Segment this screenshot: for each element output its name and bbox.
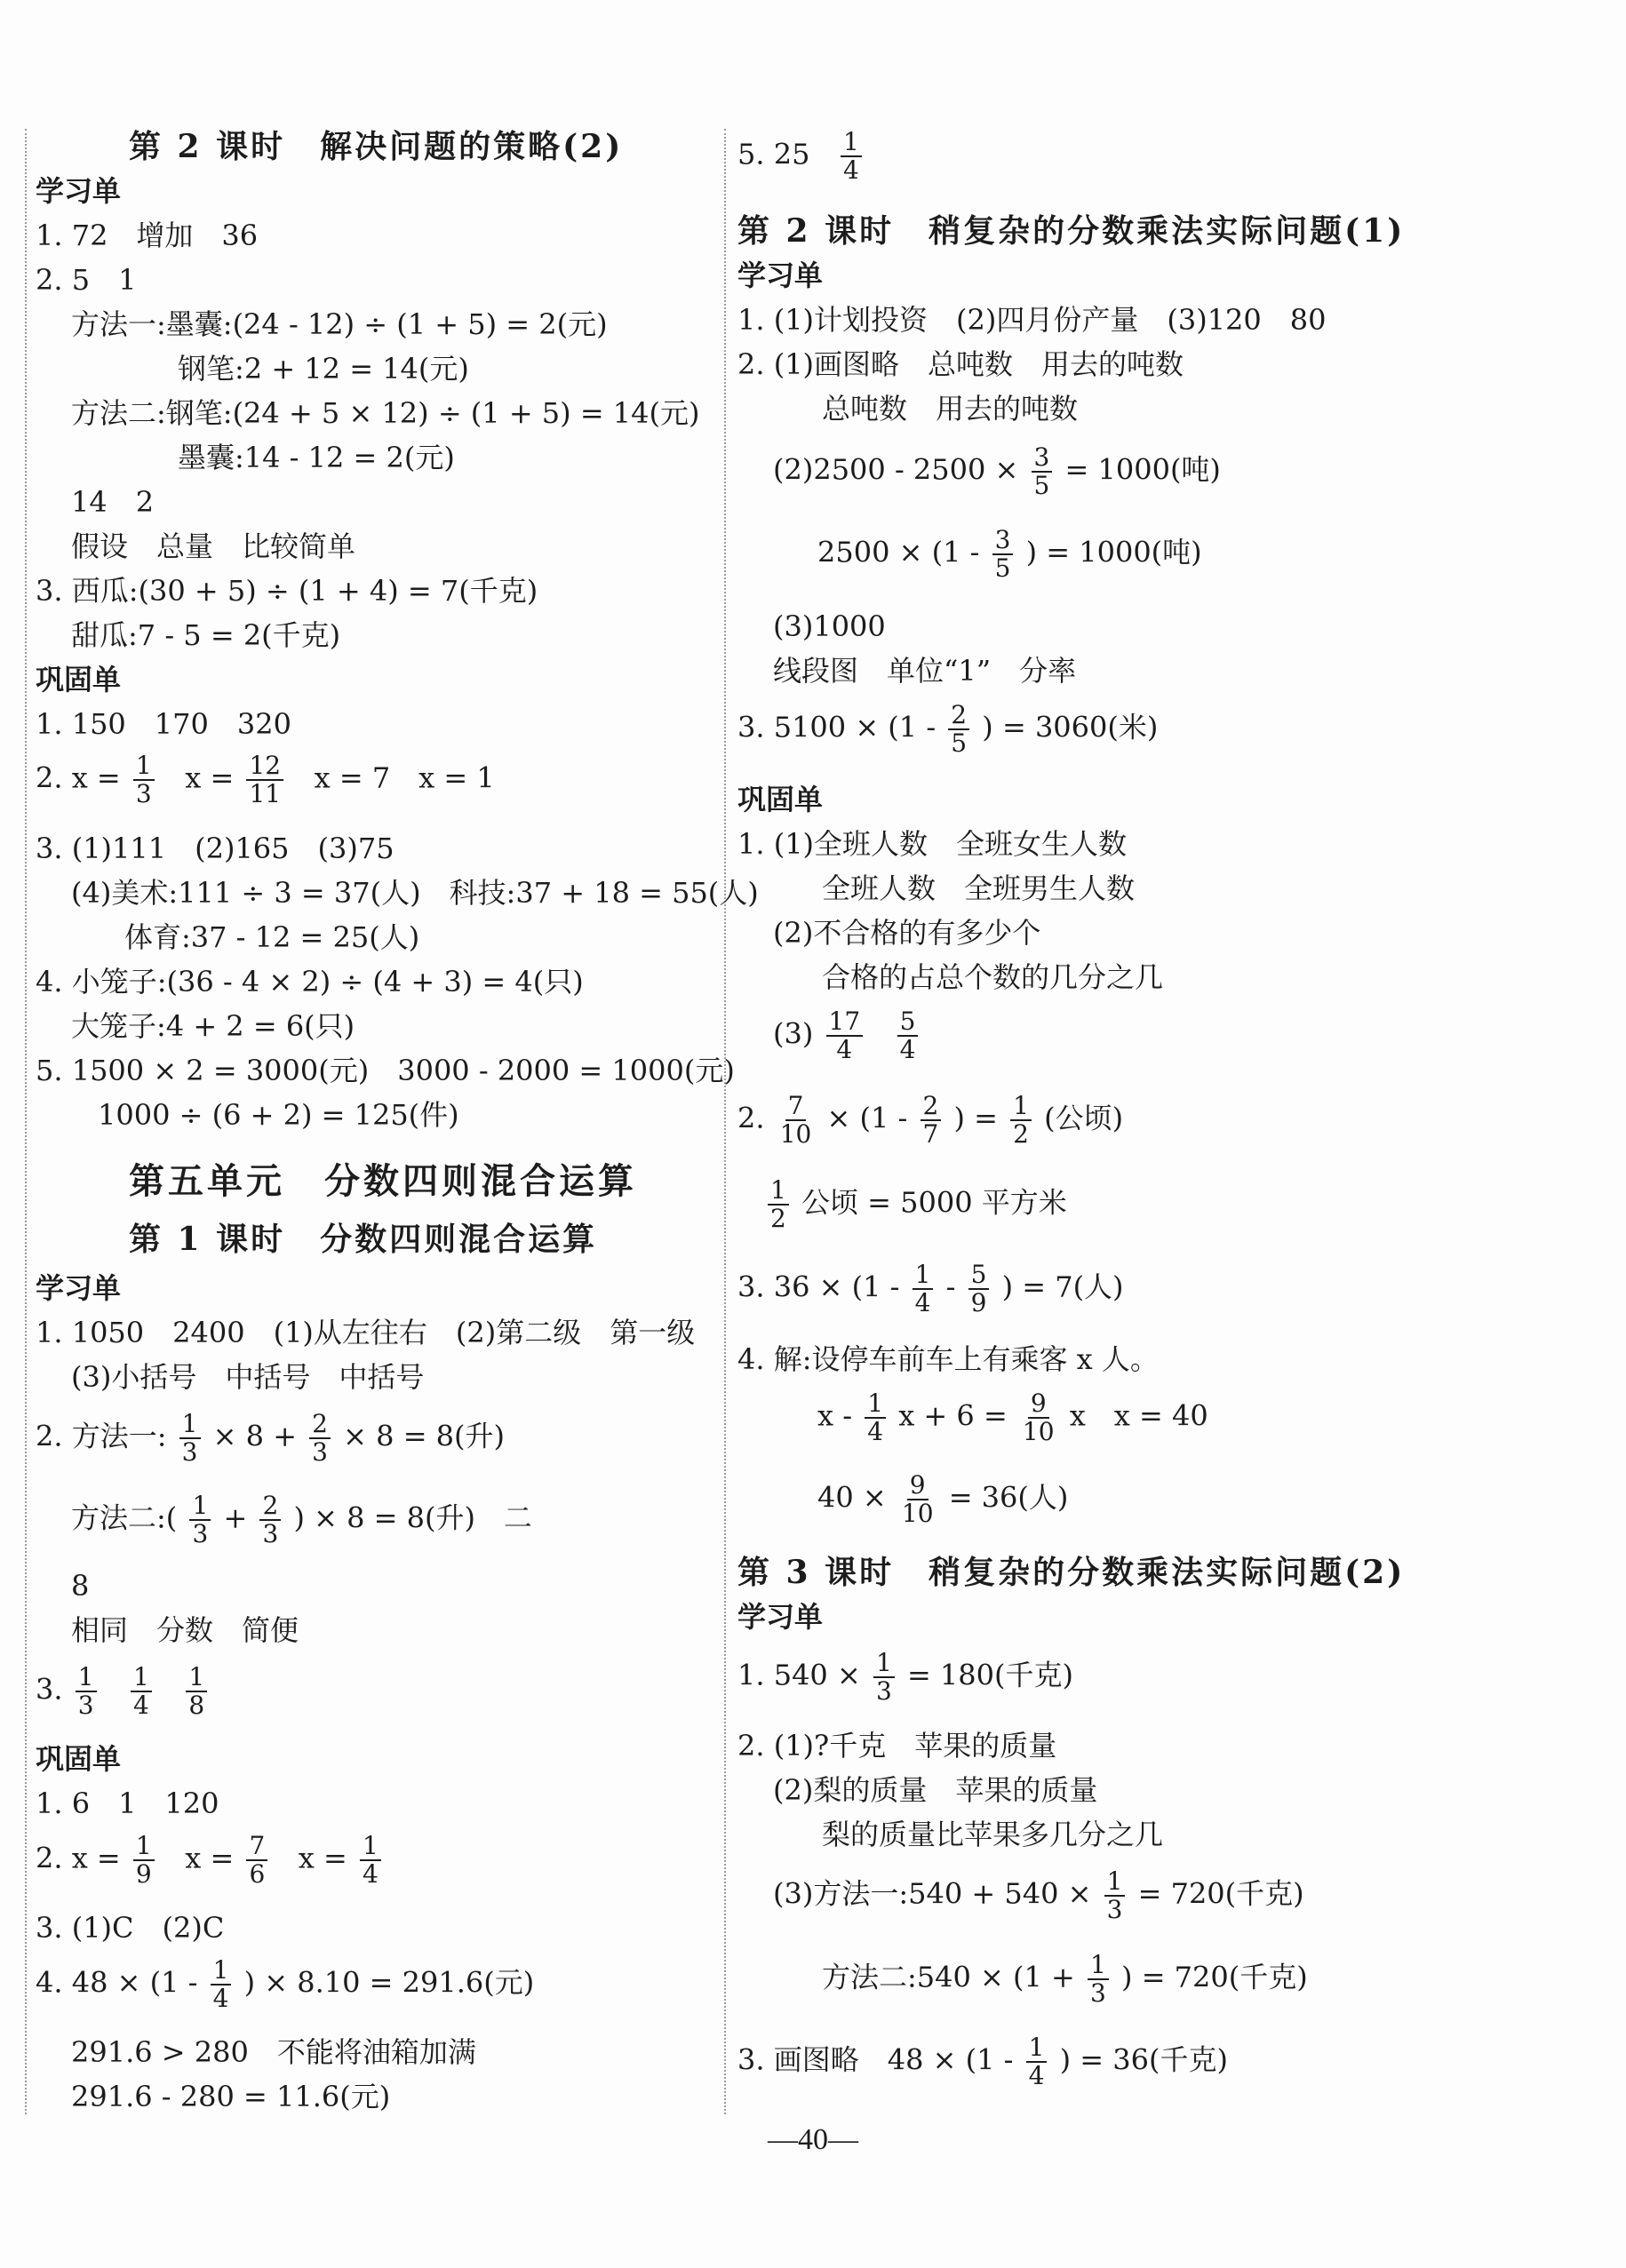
denominator: 4	[133, 1691, 149, 1720]
answer-line: 1. 6 1 120	[36, 1787, 219, 1820]
text: = 36(人)	[948, 1480, 1069, 1515]
text: ) = 1000(吨)	[1025, 535, 1202, 569]
text: ) × 8.10 = 291.6(元)	[243, 1965, 535, 2000]
answer-line	[817, 1472, 1068, 1527]
numerator: 3	[1032, 444, 1053, 473]
answer-line: 假设 总量 比较简单	[71, 529, 356, 563]
fraction	[189, 1492, 211, 1548]
answer-line: 3. (1)C (2)C	[36, 1911, 225, 1945]
denominator: 4	[842, 155, 859, 185]
answer-line: 钢笔:2 + 12 = 14(元)	[178, 352, 469, 386]
denominator: 4	[212, 1984, 229, 2013]
text: = 180(千克)	[906, 1658, 1073, 1692]
text: 3. 画图略 48 × (1 -	[737, 2042, 1014, 2077]
text: 3. 5100 × (1 -	[737, 710, 937, 744]
denominator: 2	[770, 1204, 786, 1233]
numerator: 1	[1088, 1952, 1109, 1980]
fraction	[131, 1664, 152, 1719]
denominator: 7	[922, 1119, 939, 1149]
fraction	[948, 702, 969, 757]
text: = 1000(吨)	[1064, 452, 1221, 487]
text: 3.	[36, 1672, 63, 1707]
answer-line	[737, 1650, 1073, 1705]
answer-line: 大笼子:4 + 2 = 6(只)	[71, 1009, 355, 1043]
text: -	[945, 1269, 956, 1304]
numerator: 9	[1028, 1390, 1049, 1419]
lesson-title: 第 1 课时 分数四则混合运算	[129, 1221, 598, 1258]
denominator: 4	[836, 1035, 853, 1064]
answer-line	[773, 444, 1221, 499]
answer-line: 合格的占总个数的几分之几	[822, 960, 1164, 994]
numerator: 1	[841, 129, 862, 157]
section-heading: 巩固单	[737, 783, 824, 816]
answer-line: (3)小括号 中括号 中括号	[71, 1360, 425, 1394]
text: × 8 = 8(升)	[343, 1419, 506, 1453]
answer-line: 体育:37 - 12 = 25(人)	[124, 920, 420, 954]
denominator: 5	[951, 728, 968, 758]
fraction	[841, 129, 862, 184]
fraction	[1104, 1868, 1126, 1923]
answer-line: 2. (1)?千克 苹果的质量	[737, 1729, 1057, 1763]
denominator: 3	[1090, 1978, 1106, 2008]
text: 2. 方法一:	[36, 1419, 167, 1453]
text: 2. x =	[36, 760, 121, 795]
denominator: 4	[914, 1288, 931, 1317]
answer-line	[36, 1411, 505, 1466]
answer-line: 1000 ÷ (6 + 2) = 125(件)	[98, 1098, 459, 1132]
fraction	[873, 1650, 895, 1705]
denominator: 4	[867, 1417, 884, 1446]
answer-line: 14 2	[71, 485, 155, 519]
text: x x = 40	[1069, 1398, 1208, 1433]
denominator: 6	[249, 1859, 266, 1889]
section-heading: 学习单	[36, 174, 122, 208]
numerator: 3	[992, 527, 1014, 555]
fraction	[921, 1093, 942, 1148]
fraction	[360, 1833, 381, 1888]
answer-line: 1. 1050 2400 (1)从左往右 (2)第二级 第一级	[36, 1316, 696, 1349]
numerator: 2	[309, 1411, 331, 1439]
denominator: 3	[875, 1676, 892, 1706]
answer-line: 291.6 > 280 不能将油箱加满	[71, 2035, 476, 2069]
denominator: 3	[181, 1437, 198, 1467]
text: 3. 36 × (1 -	[737, 1269, 900, 1304]
denominator: 11	[249, 779, 282, 808]
text: (2)2500 - 2500 ×	[773, 452, 1019, 487]
answer-line	[737, 2034, 1228, 2089]
denominator: 10	[901, 1499, 934, 1528]
page-number: —40—	[768, 2123, 858, 2156]
answer-line: 梨的质量比苹果多几分之几	[822, 1818, 1164, 1851]
numerator: 1	[1010, 1093, 1032, 1121]
fraction	[777, 1093, 815, 1148]
text: ) = 36(千克)	[1059, 2042, 1228, 2077]
denominator: 9	[970, 1288, 987, 1317]
numerator: 1	[186, 1664, 207, 1692]
section-heading: 学习单	[36, 1271, 122, 1305]
text: ) × 8 = 8(升) 二	[293, 1500, 532, 1535]
section-heading: 学习单	[737, 1600, 824, 1634]
answer-line: 相同 分数 简便	[71, 1613, 299, 1647]
text: 2.	[737, 1101, 765, 1135]
fraction	[1020, 1390, 1057, 1445]
numerator: 5	[968, 1261, 990, 1290]
fraction	[179, 1411, 201, 1466]
answer-line: 3. (1)111 (2)165 (3)75	[36, 832, 395, 865]
text: ) =	[953, 1101, 998, 1135]
fraction	[309, 1411, 331, 1466]
text: +	[223, 1500, 248, 1535]
fraction	[133, 752, 155, 808]
answer-line: 方法二:钢笔:(24 + 5 × 12) ÷ (1 + 5) = 14(元)	[71, 396, 700, 430]
text: (3)方法一:540 + 540 ×	[773, 1876, 1092, 1911]
answer-line: (4)美术:111 ÷ 3 = 37(人) 科技:37 + 18 = 55(人)	[71, 876, 759, 910]
answer-line: 线段图 单位“1” 分率	[773, 654, 1077, 688]
section-heading: 学习单	[737, 259, 824, 292]
lesson-title: 第 2 课时 解决问题的策略(2)	[129, 128, 624, 165]
text: = 720(千克)	[1137, 1876, 1304, 1911]
text: 5. 25	[737, 137, 810, 171]
answer-line	[737, 1093, 1123, 1148]
numerator: 9	[907, 1472, 929, 1500]
text: ) = 720(千克)	[1121, 1960, 1308, 1994]
numerator: 1	[873, 1650, 895, 1678]
answer-line	[773, 1868, 1304, 1923]
numerator: 1	[913, 1261, 934, 1290]
answer-line	[822, 1952, 1308, 2007]
answer-line: (2)梨的质量 苹果的质量	[773, 1773, 1098, 1807]
text: (3)	[773, 1016, 814, 1051]
text: ) = 7(人)	[1001, 1269, 1124, 1304]
answer-line	[36, 1833, 385, 1888]
fraction	[897, 1008, 919, 1063]
fraction	[246, 752, 283, 808]
text: 1. 540 ×	[737, 1658, 861, 1692]
text: 公顷 = 5000 平方米	[801, 1185, 1067, 1220]
numerator: 1	[131, 1664, 152, 1692]
left-divider	[25, 129, 27, 2114]
answer-line: 方法一:墨囊:(24 - 12) ÷ (1 + 5) = 2(元)	[71, 307, 608, 341]
answer-line: 全班人数 全班男生人数	[822, 871, 1136, 905]
denominator: 3	[312, 1437, 328, 1467]
text: 方法二:540 × (1 +	[822, 1960, 1075, 1994]
text: x =	[185, 760, 235, 795]
numerator: 1	[211, 1957, 232, 1985]
fraction	[246, 1833, 267, 1888]
denominator: 8	[188, 1691, 205, 1720]
numerator: 1	[1026, 2034, 1048, 2063]
lesson-title: 第 3 课时 稍复杂的分数乘法实际问题(2)	[737, 1554, 1406, 1591]
numerator: 7	[246, 1833, 267, 1861]
text: x =	[298, 1841, 347, 1875]
fraction	[992, 527, 1014, 582]
fraction	[1032, 444, 1053, 499]
lesson-title: 第 2 课时 稍复杂的分数乘法实际问题(1)	[737, 212, 1406, 250]
numerator: 5	[897, 1008, 919, 1037]
answer-line	[71, 1492, 532, 1548]
fraction	[76, 1664, 97, 1719]
text: 40 ×	[817, 1480, 887, 1515]
numerator: 1	[133, 752, 155, 781]
fraction	[826, 1008, 864, 1063]
text: 2500 × (1 -	[817, 535, 980, 569]
denominator: 5	[994, 553, 1011, 583]
center-divider	[724, 129, 726, 2114]
denominator: 3	[77, 1691, 94, 1720]
answer-line: 8	[71, 1569, 90, 1603]
answer-line	[737, 1261, 1124, 1317]
denominator: 3	[1106, 1895, 1123, 1924]
text: 4. 48 × (1 -	[36, 1965, 198, 2000]
numerator: 2	[948, 702, 969, 730]
denominator: 10	[779, 1119, 812, 1149]
fraction	[968, 1261, 990, 1317]
answer-line	[817, 527, 1202, 582]
fraction	[913, 1261, 934, 1317]
answer-line: 1. (1)全班人数 全班女生人数	[737, 827, 1128, 861]
text: × 8 +	[212, 1419, 297, 1453]
numerator: 2	[259, 1492, 281, 1521]
answer-line: 甜瓜:7 - 5 = 2(千克)	[71, 618, 341, 652]
text: 2. x =	[36, 1841, 121, 1875]
fraction	[1010, 1093, 1032, 1148]
text: x =	[185, 1841, 235, 1875]
fraction	[133, 1833, 155, 1888]
numerator: 1	[360, 1833, 381, 1861]
numerator: 1	[189, 1492, 211, 1521]
answer-line	[36, 752, 495, 808]
denominator: 10	[1022, 1417, 1055, 1446]
denominator: 5	[1033, 471, 1050, 500]
text: ) = 3060(米)	[982, 710, 1159, 744]
denominator: 3	[192, 1519, 209, 1548]
answer-line	[737, 129, 865, 184]
numerator: 1	[76, 1664, 97, 1692]
answer-line: (2)不合格的有多少个	[773, 916, 1041, 950]
denominator: 3	[262, 1519, 279, 1548]
text: (公顷)	[1044, 1101, 1124, 1135]
answer-line	[773, 1008, 921, 1063]
answer-line: (3)1000	[773, 609, 886, 643]
denominator: 2	[1013, 1119, 1029, 1149]
answer-line: 墨囊:14 - 12 = 2(元)	[178, 441, 455, 474]
fraction	[211, 1957, 232, 2012]
numerator: 1	[865, 1390, 886, 1419]
answer-line	[817, 1390, 1208, 1445]
section-heading: 巩固单	[36, 1742, 122, 1776]
fraction	[865, 1390, 886, 1445]
answer-line: 1. 150 170 320	[36, 707, 291, 741]
fraction	[259, 1492, 281, 1548]
answer-line: 2. 5 1	[36, 263, 137, 297]
numerator: 1	[768, 1177, 789, 1206]
text: x -	[817, 1398, 853, 1433]
answer-line: 4. 小笼子:(36 - 4 × 2) ÷ (4 + 3) = 4(只)	[36, 965, 584, 999]
numerator: 12	[246, 752, 283, 781]
fraction	[1088, 1952, 1109, 2007]
fraction	[899, 1472, 937, 1527]
denominator: 3	[135, 779, 152, 808]
answer-line	[764, 1177, 1067, 1232]
section-heading: 巩固单	[36, 663, 122, 696]
numerator: 2	[921, 1093, 942, 1121]
numerator: 1	[1104, 1868, 1126, 1897]
denominator: 4	[1028, 2061, 1045, 2090]
denominator: 4	[363, 1859, 379, 1889]
denominator: 4	[899, 1035, 916, 1064]
answer-line: 3. 西瓜:(30 + 5) ÷ (1 + 4) = 7(千克)	[36, 574, 538, 608]
text: × (1 -	[826, 1101, 908, 1135]
answer-line: 2. (1)画图略 总吨数 用去的吨数	[737, 347, 1184, 381]
answer-line: 291.6 - 280 = 11.6(元)	[71, 2080, 391, 2113]
answer-line	[36, 1664, 211, 1719]
answer-line: 1. 72 增加 36	[36, 219, 259, 252]
answer-line: 1. (1)计划投资 (2)四月份产量 (3)120 80	[737, 303, 1327, 337]
numerator: 1	[133, 1833, 155, 1861]
answer-line	[737, 702, 1158, 757]
numerator: 17	[826, 1008, 864, 1037]
fraction	[1026, 2034, 1048, 2089]
unit-title: 第五单元 分数四则混合运算	[129, 1160, 637, 1202]
denominator: 9	[135, 1859, 152, 1889]
text: x = 7 x = 1	[314, 760, 495, 795]
answer-line: 总吨数 用去的吨数	[822, 392, 1079, 426]
answer-line: 4. 解:设停车前车上有乘客 x 人。	[737, 1342, 1159, 1376]
fraction	[186, 1664, 207, 1719]
answer-line	[36, 1957, 534, 2012]
answer-line: 5. 1500 × 2 = 3000(元) 3000 - 2000 = 1000(元)	[36, 1054, 735, 1087]
numerator: 7	[785, 1093, 807, 1121]
fraction	[768, 1177, 789, 1232]
numerator: 1	[179, 1411, 201, 1439]
text: 方法二:(	[71, 1500, 178, 1535]
text: x + 6 =	[898, 1398, 1008, 1433]
